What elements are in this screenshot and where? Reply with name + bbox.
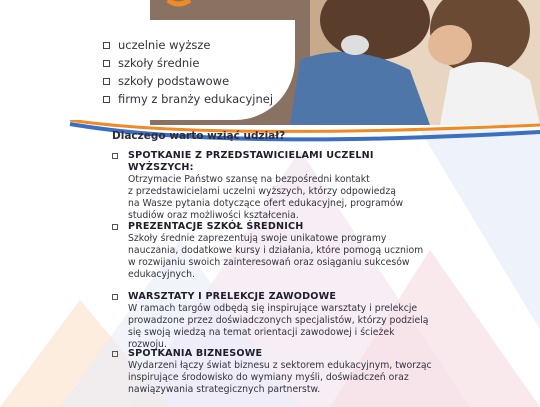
- text-line: edukacyjnych.: [128, 269, 195, 280]
- text-line: się swoją wiedzą na temat orientacji zawodowej i ścieżek rozwoju.: [128, 327, 395, 350]
- section-business: [112, 348, 432, 396]
- text-line: studiów oraz możliwości kształcenia.: [128, 210, 299, 221]
- text-line: nawiązywania strategicznych partnerstw.: [128, 384, 321, 395]
- list-item-label: uczelnie wyższe: [118, 38, 211, 52]
- section-text: [128, 233, 432, 281]
- section-question: Dlaczego warto wziąć udział?: [112, 130, 286, 142]
- text-line: Wydarzeni łączy świat biznesu z sektorem edukacyjnym, tworząc: [128, 360, 432, 371]
- text-line: Otrzymacie Państwo szansę na bezpośredni kontakt: [128, 174, 370, 185]
- text-line: nauczania, dodatkowe kursy i działania, które pomogą uczniom: [128, 245, 424, 256]
- square-bullet-icon: [112, 351, 118, 357]
- section-text: [128, 360, 432, 396]
- list-item: [103, 36, 273, 54]
- section-text: [128, 303, 432, 351]
- text-line: inspirujące środowisko do wymiany myśli, doświadczeń oraz: [128, 372, 409, 383]
- square-bullet-icon: [112, 153, 118, 159]
- list-item: [103, 90, 273, 108]
- section-title: PREZENTACJE SZKÓŁ ŚREDNICH: [128, 221, 304, 232]
- text-line: w rozwijaniu swoich zainteresowań oraz osiąganiu sukcesów: [128, 257, 410, 268]
- text-line: Szkoły średnie zaprezentują swoje unikatowe programy: [128, 233, 387, 244]
- list-item-label: szkoły podstawowe: [118, 74, 230, 88]
- section-workshops: [112, 291, 432, 351]
- section-high-schools: [112, 221, 432, 281]
- section-title: SPOTKANIA BIZNESOWE: [128, 348, 263, 359]
- text-line: na Wasze pytania dotyczące ofert edukacyjnej, programów: [128, 198, 404, 209]
- section-university: [112, 150, 432, 222]
- square-bullet-icon: [112, 224, 118, 230]
- square-bullet-icon: [112, 294, 118, 300]
- section-title: SPOTKANIE Z PRZEDSTAWICIELAMI UCZELNI WYŻSZYCH:: [128, 150, 374, 173]
- list-item-label: szkoły średnie: [118, 56, 200, 70]
- target-audience-list: [103, 36, 273, 108]
- section-text: [128, 174, 432, 222]
- text-line: prowadzone przez doświadczonych specjalistów, którzy podzielą: [128, 315, 429, 326]
- checkbox-icon: [103, 60, 110, 67]
- list-item: [103, 72, 273, 90]
- text-line: W ramach targów odbędą się inspirujące warsztaty i prelekcje: [128, 303, 418, 314]
- list-item: [103, 54, 273, 72]
- checkbox-icon: [103, 42, 110, 49]
- checkbox-icon: [103, 78, 110, 85]
- list-item-label: firmy z branży edukacyjnej: [118, 92, 274, 106]
- section-title: WARSZTATY I PRELEKCJE ZAWODOWE: [128, 291, 337, 302]
- checkbox-icon: [103, 96, 110, 103]
- text-line: z przedstawicielami uczelni wyższych, którzy odpowiedzą: [128, 186, 396, 197]
